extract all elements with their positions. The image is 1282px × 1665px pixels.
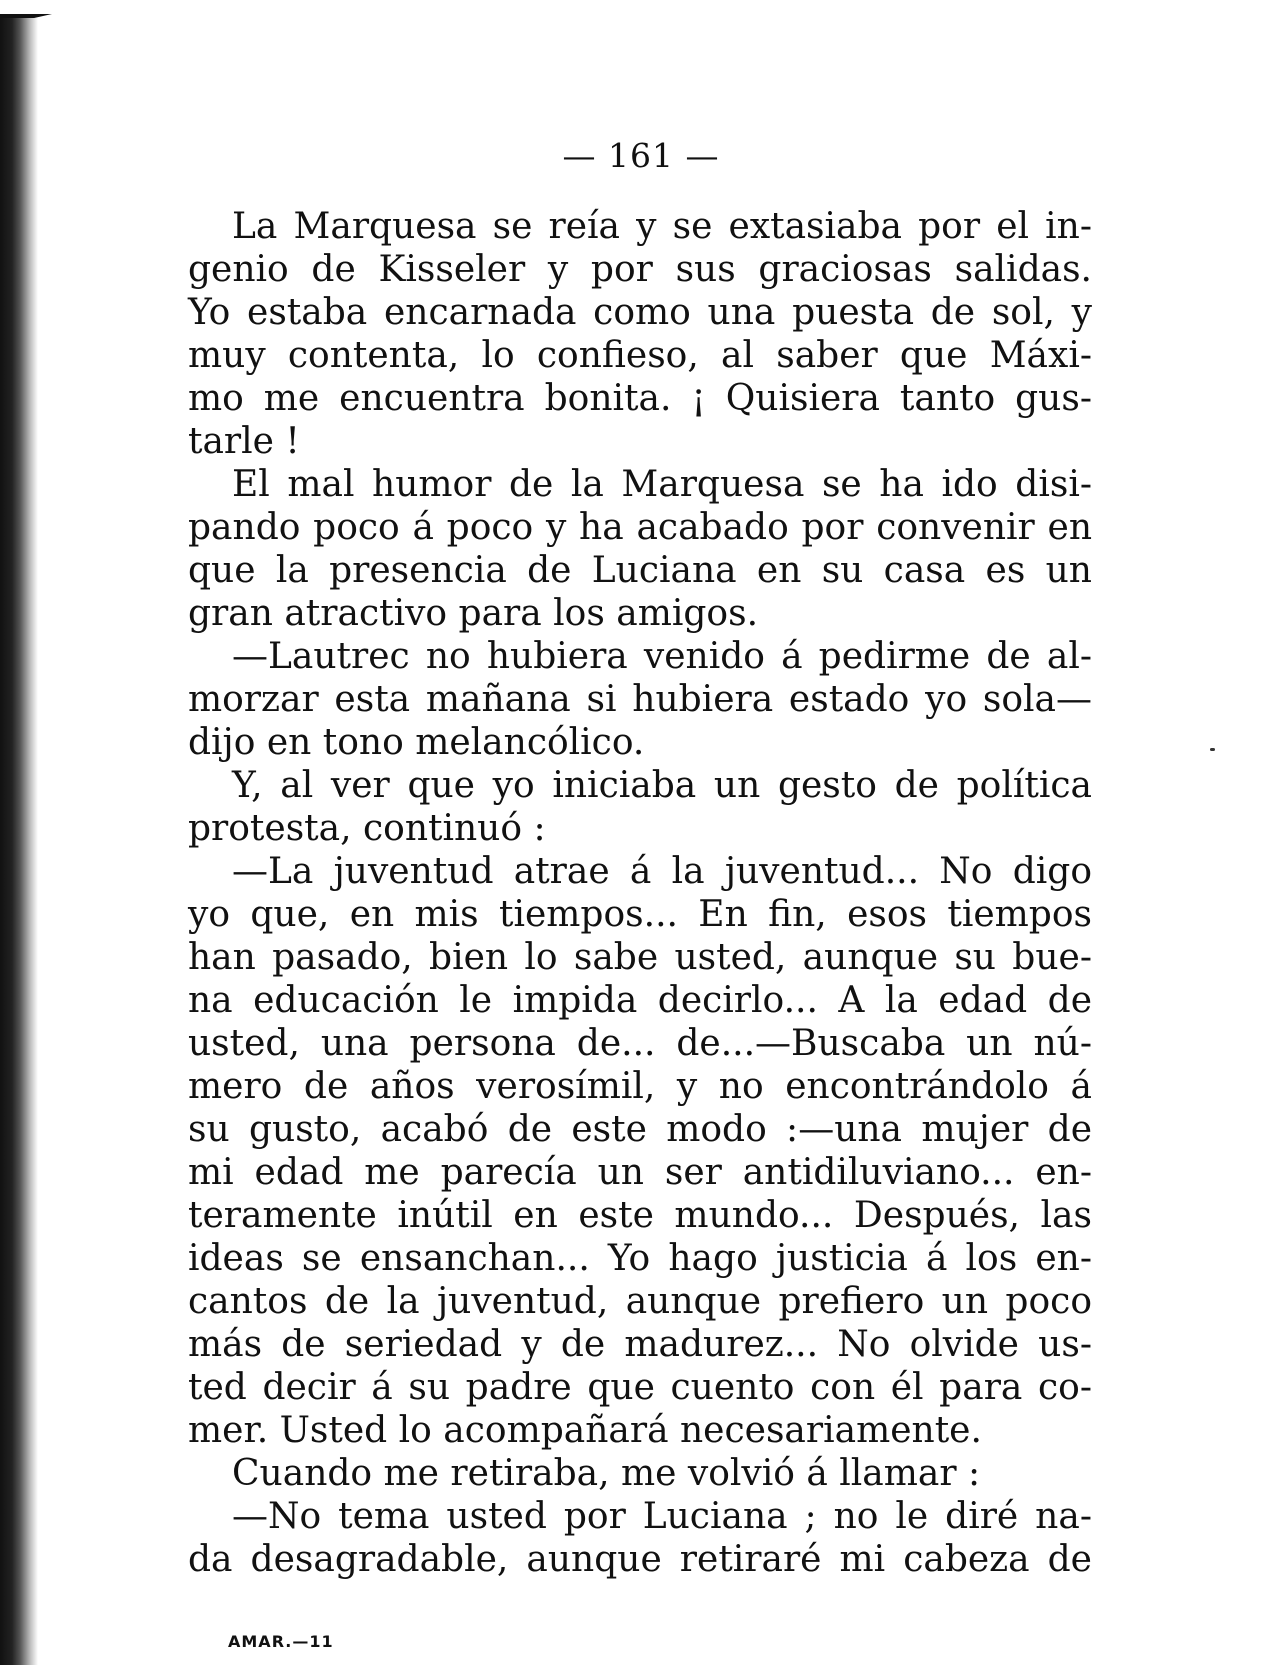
text-line: ted decir á su padre que cuento con él para co- bbox=[188, 1367, 1092, 1408]
text-line: —No tema usted por Luciana ; no le diré na- bbox=[232, 1496, 1092, 1537]
text-line: genio de Kisseler y por sus graciosas salidas. bbox=[188, 249, 1092, 290]
page-number: — 161 — bbox=[562, 136, 720, 175]
text-line: Yo estaba encarnada como una puesta de sol, y bbox=[188, 292, 1092, 333]
text-line: pando poco á poco y ha acabado por convenir en bbox=[188, 507, 1092, 548]
text-line: cantos de la juventud, aunque prefiero un poco bbox=[188, 1281, 1092, 1322]
text-line: na educación le impida decirlo... A la edad de bbox=[188, 980, 1092, 1021]
text-line: ideas se ensanchan... Yo hago justicia á los en- bbox=[188, 1238, 1092, 1279]
body-text bbox=[188, 205, 1092, 1581]
ink-speck bbox=[1210, 748, 1215, 751]
text-line: usted, una persona de... de...—Buscaba un nú- bbox=[188, 1023, 1092, 1064]
text-line: que la presencia de Luciana en su casa es un bbox=[188, 550, 1092, 591]
text-line: La Marquesa se reía y se extasiaba por el in- bbox=[232, 206, 1092, 247]
text-line: morzar esta mañana si hubiera estado yo sola— bbox=[188, 679, 1092, 720]
text-line: han pasado, bien lo sabe usted, aunque su bue- bbox=[188, 937, 1092, 978]
text-line: tarle ! bbox=[188, 421, 300, 462]
text-line: —Lautrec no hubiera venido á pedirme de al- bbox=[232, 636, 1092, 677]
text-line: Y, al ver que yo iniciaba un gesto de política bbox=[232, 765, 1092, 806]
binding-edge bbox=[0, 18, 38, 1665]
text-line: mer. Usted lo acompañará necesariamente. bbox=[188, 1410, 982, 1451]
text-line: mo me encuentra bonita. ¡ Quisiera tanto gus- bbox=[188, 378, 1092, 419]
text-line: más de seriedad y de madurez... No olvide us- bbox=[188, 1324, 1092, 1365]
text-line: mero de años verosímil, y no encontrándolo á bbox=[188, 1066, 1092, 1107]
text-line: gran atractivo para los amigos. bbox=[188, 593, 759, 634]
text-line: su gusto, acabó de este modo :—una mujer de bbox=[188, 1109, 1092, 1150]
text-line: da desagradable, aunque retiraré mi cabeza de bbox=[188, 1539, 1092, 1580]
text-line: mi edad me parecía un ser antidiluviano... en- bbox=[188, 1152, 1092, 1193]
text-line: dijo en tono melancólico. bbox=[188, 722, 645, 763]
text-line: Cuando me retiraba, me volvió á llamar : bbox=[232, 1453, 981, 1494]
text-line: —La juventud atrae á la juventud... No digo bbox=[232, 851, 1092, 892]
text-line: El mal humor de la Marquesa se ha ido disi- bbox=[232, 464, 1092, 505]
printer-signature: AMAR.—11 bbox=[228, 1632, 334, 1651]
text-line: teramente inútil en este mundo... Después, las bbox=[188, 1195, 1092, 1236]
text-line: protesta, continuó : bbox=[188, 808, 546, 849]
text-line: muy contenta, lo confieso, al saber que Máxi- bbox=[188, 335, 1092, 376]
text-line: yo que, en mis tiempos... En fin, esos tiempos bbox=[188, 894, 1092, 935]
